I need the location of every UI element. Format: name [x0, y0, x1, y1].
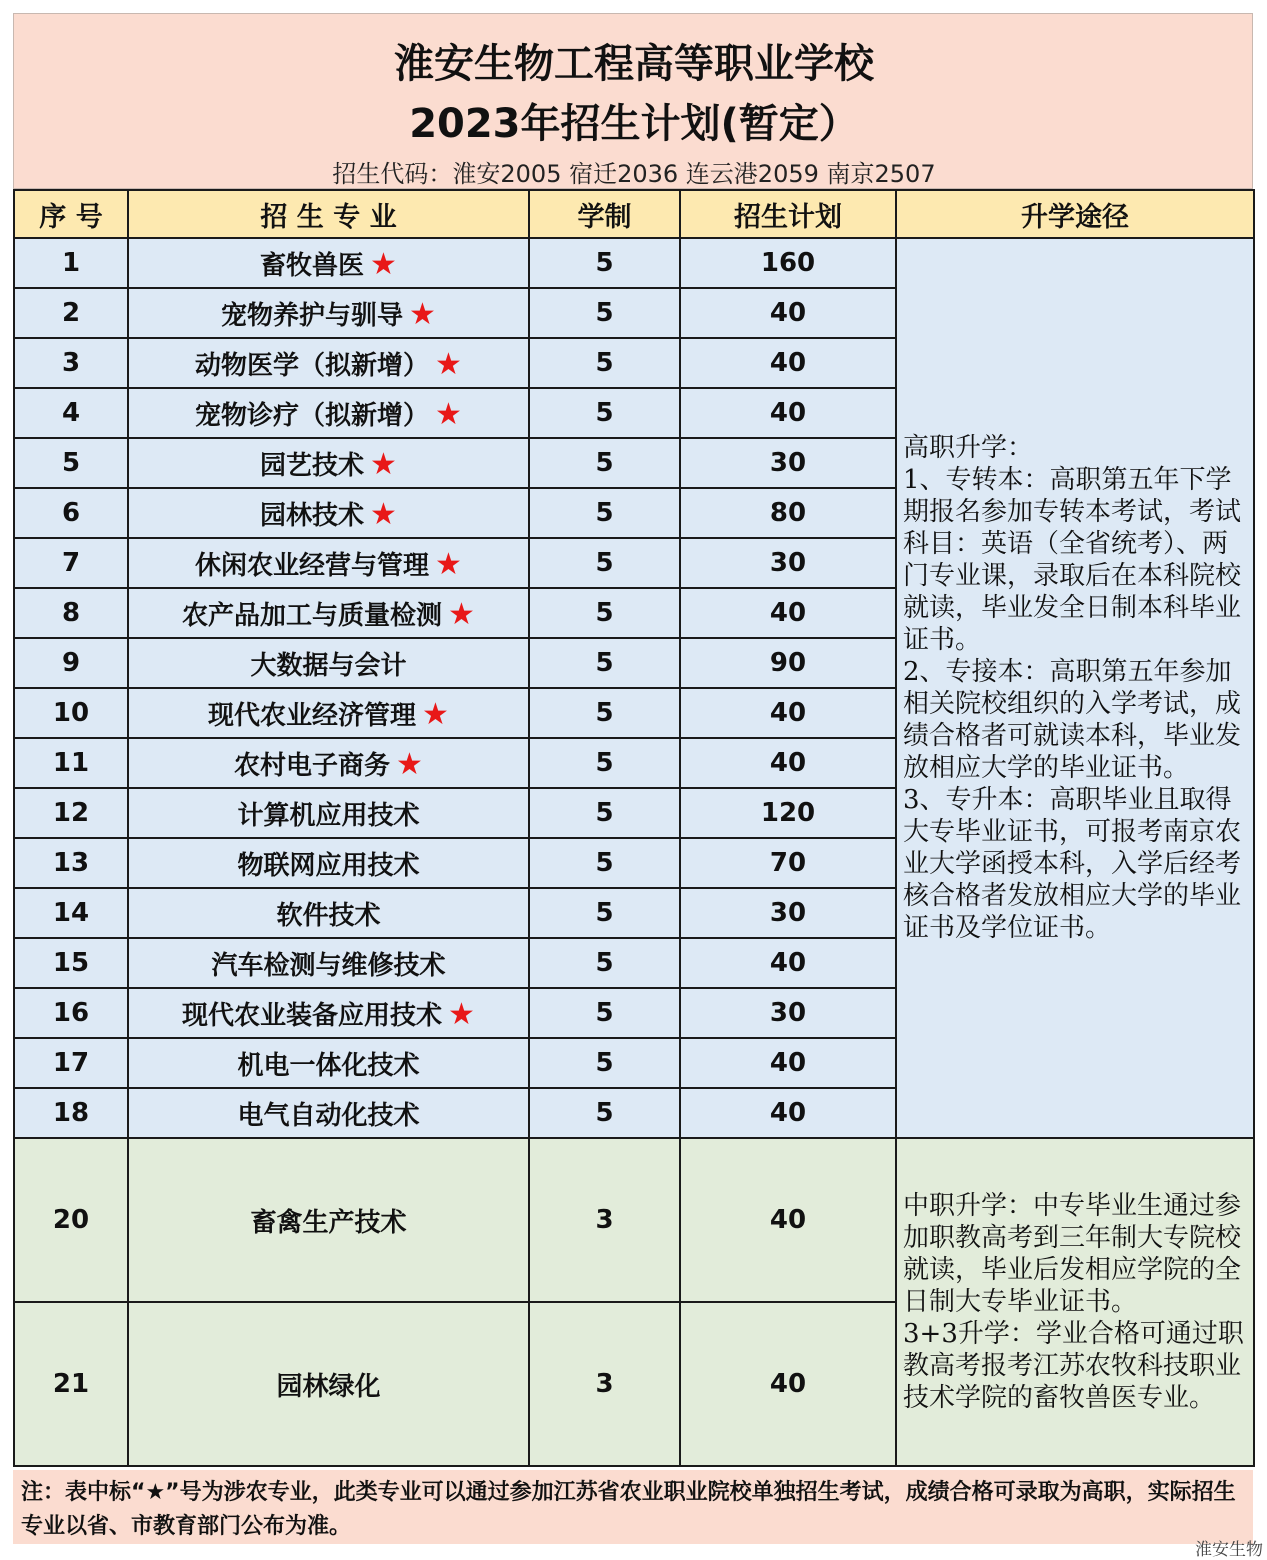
col-header-major: 招 生 专 业 [128, 190, 529, 238]
row-plan: 40 [680, 1088, 896, 1138]
row-plan: 80 [680, 488, 896, 538]
row-plan: 30 [680, 988, 896, 1038]
row-years: 5 [529, 988, 680, 1038]
row-major [128, 738, 529, 788]
row-number: 9 [14, 638, 128, 688]
row-number: 17 [14, 1038, 128, 1088]
row-plan: 40 [680, 388, 896, 438]
major-name: 宠物诊疗（拟新增） [195, 400, 430, 431]
row-number: 14 [14, 888, 128, 938]
row-years: 3 [529, 1138, 680, 1302]
row-years: 5 [529, 788, 680, 838]
row-number: 2 [14, 288, 128, 338]
row-plan: 90 [680, 638, 896, 688]
row-plan: 70 [680, 838, 896, 888]
row-years: 5 [529, 738, 680, 788]
row-years: 5 [529, 1038, 680, 1088]
row-years: 5 [529, 538, 680, 588]
row-years: 5 [529, 938, 680, 988]
major-name: 现代农业装备应用技术 [182, 1000, 443, 1031]
row-major [128, 488, 529, 538]
row-major [128, 988, 529, 1038]
col-header-path: 升学途径 [896, 190, 1254, 238]
row-major [128, 238, 529, 288]
row-years: 5 [529, 388, 680, 438]
row-number: 7 [14, 538, 128, 588]
row-number: 15 [14, 938, 128, 988]
row-number: 20 [14, 1138, 128, 1302]
watermark: 淮安生物 [1195, 1540, 1263, 1560]
title-block [13, 13, 1253, 189]
row-plan: 30 [680, 438, 896, 488]
row-major [128, 888, 529, 938]
path-paragraph: 中职升学：中专毕业生通过参加职教高考到三年制大专院校就读，毕业后发相应学院的全日制大专毕业证书。 [903, 1191, 1242, 1317]
major-name: 农产品加工与质量检测 [182, 600, 443, 631]
row-number: 16 [14, 988, 128, 1038]
row-years: 5 [529, 488, 680, 538]
star-icon: ★ [448, 996, 475, 1032]
row-number: 12 [14, 788, 128, 838]
enrollment-codes: 招生代码：淮安2005 宿迁2036 连云港2059 南京2507 [332, 160, 936, 188]
school-name: 淮安生物工程高等职业学校 [394, 41, 874, 87]
row-years: 5 [529, 338, 680, 388]
row-major [128, 288, 529, 338]
enrollment-plan-table [13, 189, 1255, 1467]
star-icon: ★ [370, 496, 397, 532]
row-major [128, 788, 529, 838]
major-name: 软件技术 [276, 900, 381, 931]
row-number: 6 [14, 488, 128, 538]
row-major [128, 688, 529, 738]
row-years: 5 [529, 688, 680, 738]
table-row [14, 238, 1254, 288]
plan-title: 2023年招生计划(暂定） [409, 101, 859, 147]
row-years: 5 [529, 1088, 680, 1138]
star-icon: ★ [396, 746, 423, 782]
enrollment-sheet [13, 13, 1253, 1544]
col-header-years: 学制 [529, 190, 680, 238]
major-name: 物联网应用技术 [237, 850, 420, 881]
row-number: 3 [14, 338, 128, 388]
row-years: 5 [529, 438, 680, 488]
major-name: 动物医学（拟新增） [195, 350, 430, 381]
row-plan: 40 [680, 1302, 896, 1466]
row-number: 21 [14, 1302, 128, 1466]
row-number: 13 [14, 838, 128, 888]
major-name: 农村电子商务 [234, 750, 391, 781]
col-header-plan: 招生计划 [680, 190, 896, 238]
major-name: 现代农业经济管理 [208, 700, 417, 731]
star-icon: ★ [422, 696, 449, 732]
major-name: 园艺技术 [260, 450, 365, 481]
row-plan: 40 [680, 1138, 896, 1302]
footnote: 注：表中标“★”号为涉农专业，此类专业可以通过参加江苏省农业职业院校单独招生考试，成绩合格可录取为高职，实际招生专业以省、市教育部门公布为准。 [13, 1470, 1253, 1544]
row-major [128, 438, 529, 488]
row-plan: 30 [680, 538, 896, 588]
row-plan: 30 [680, 888, 896, 938]
star-icon: ★ [448, 596, 475, 632]
star-icon: ★ [435, 546, 462, 582]
row-years: 5 [529, 588, 680, 638]
major-name: 畜禽生产技术 [250, 1207, 407, 1238]
path-paragraph: 3+3升学：学业合格可通过职教高考报考江苏农牧科技职业技术学院的畜牧兽医专业。 [903, 1319, 1244, 1413]
row-number: 11 [14, 738, 128, 788]
major-name: 汽车检测与维修技术 [211, 950, 446, 981]
path-higher-vocational [896, 238, 1254, 1138]
row-plan: 40 [680, 588, 896, 638]
row-plan: 160 [680, 238, 896, 288]
row-major [128, 938, 529, 988]
row-number: 5 [14, 438, 128, 488]
row-years: 5 [529, 638, 680, 688]
path-secondary-vocational [896, 1138, 1254, 1466]
row-plan: 40 [680, 688, 896, 738]
major-name: 园林技术 [260, 500, 365, 531]
row-plan: 120 [680, 788, 896, 838]
row-years: 5 [529, 838, 680, 888]
major-name: 畜牧兽医 [260, 250, 365, 281]
path-paragraph: 高职升学： [903, 433, 1034, 463]
row-major [128, 538, 529, 588]
row-years: 3 [529, 1302, 680, 1466]
row-years: 5 [529, 238, 680, 288]
row-major [128, 338, 529, 388]
row-years: 5 [529, 888, 680, 938]
major-name: 计算机应用技术 [237, 800, 420, 831]
row-plan: 40 [680, 938, 896, 988]
path-paragraph: 3、专升本：高职毕业且取得大专毕业证书，可报考南京农业大学函授本科，入学后经考核合格者发放相应大学的毕业证书及学位证书。 [903, 785, 1242, 943]
major-name: 宠物养护与驯导 [221, 300, 404, 331]
star-icon: ★ [370, 446, 397, 482]
row-major [128, 1302, 529, 1466]
table-row [14, 1138, 1254, 1302]
table-header-row [14, 190, 1254, 238]
path-paragraph: 2、专接本：高职第五年参加相关院校组织的入学考试，成绩合格者可就读本科，毕业发放相应大学的毕业证书。 [903, 657, 1242, 783]
star-icon: ★ [435, 346, 462, 382]
row-major [128, 1088, 529, 1138]
row-number: 1 [14, 238, 128, 288]
star-icon: ★ [409, 296, 436, 332]
row-number: 18 [14, 1088, 128, 1138]
row-major [128, 388, 529, 438]
star-icon: ★ [370, 246, 397, 282]
row-years: 5 [529, 288, 680, 338]
row-plan: 40 [680, 738, 896, 788]
major-name: 大数据与会计 [250, 650, 407, 681]
row-major [128, 1038, 529, 1088]
row-major [128, 638, 529, 688]
star-icon: ★ [435, 396, 462, 432]
row-number: 4 [14, 388, 128, 438]
row-number: 10 [14, 688, 128, 738]
major-name: 电气自动化技术 [237, 1100, 420, 1131]
path-paragraph: 1、专转本：高职第五年下学期报名参加专转本考试，考试科目：英语（全省统考）、两门专业课，录取后在本科院校就读，毕业发全日制本科毕业证书。 [903, 465, 1242, 655]
row-number: 8 [14, 588, 128, 638]
row-major [128, 838, 529, 888]
row-major [128, 1138, 529, 1302]
col-header-number: 序 号 [14, 190, 128, 238]
row-major [128, 588, 529, 638]
major-name: 机电一体化技术 [237, 1050, 420, 1081]
row-plan: 40 [680, 1038, 896, 1088]
row-plan: 40 [680, 338, 896, 388]
row-plan: 40 [680, 288, 896, 338]
major-name: 园林绿化 [276, 1371, 381, 1402]
major-name: 休闲农业经营与管理 [195, 550, 430, 581]
